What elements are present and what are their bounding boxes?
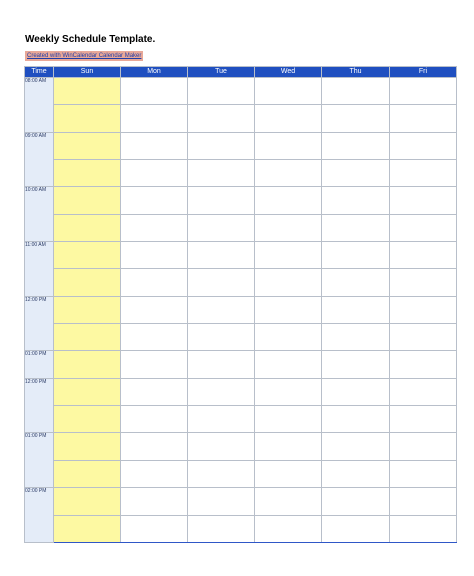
table-row [25, 269, 457, 296]
schedule-cell-fri[interactable] [390, 132, 457, 159]
schedule-cell-wed[interactable] [255, 160, 322, 187]
time-slot-label: 09:00 AM [25, 132, 54, 187]
schedule-cell-fri[interactable] [390, 515, 457, 543]
header-tue: Tue [188, 67, 255, 78]
table-row [25, 132, 457, 159]
schedule-cell-mon[interactable] [121, 187, 188, 214]
schedule-cell-mon[interactable] [121, 132, 188, 159]
schedule-cell-mon[interactable] [121, 296, 188, 323]
schedule-cell-wed[interactable] [255, 406, 322, 433]
calendar-maker-link[interactable]: Created with WinCalendar Calendar Maker [27, 53, 142, 59]
schedule-cell-sun[interactable] [54, 460, 121, 487]
schedule-cell-thu[interactable] [322, 515, 390, 543]
schedule-cell-sun[interactable] [54, 351, 121, 378]
schedule-cell-tue[interactable] [188, 296, 255, 323]
schedule-cell-wed[interactable] [255, 488, 322, 515]
schedule-cell-fri[interactable] [390, 488, 457, 515]
schedule-cell-fri[interactable] [390, 214, 457, 241]
schedule-cell-thu[interactable] [322, 324, 390, 351]
table-row [25, 515, 457, 543]
schedule-cell-fri[interactable] [390, 78, 457, 105]
schedule-cell-sun[interactable] [54, 406, 121, 433]
schedule-cell-sun[interactable] [54, 242, 121, 269]
header-wed: Wed [255, 67, 322, 78]
time-slot-label: 01:00 PM [25, 351, 54, 378]
schedule-cell-mon[interactable] [121, 324, 188, 351]
table-row [25, 378, 457, 405]
schedule-cell-mon[interactable] [121, 488, 188, 515]
schedule-cell-mon[interactable] [121, 406, 188, 433]
header-thu: Thu [322, 67, 390, 78]
schedule-cell-sun[interactable] [54, 78, 121, 105]
schedule-cell-thu[interactable] [322, 160, 390, 187]
schedule-cell-mon[interactable] [121, 515, 188, 543]
schedule-cell-tue[interactable] [188, 351, 255, 378]
table-row [25, 324, 457, 351]
table-row [25, 242, 457, 269]
table-row [25, 160, 457, 187]
table-row [25, 433, 457, 460]
schedule-cell-wed[interactable] [255, 214, 322, 241]
schedule-cell-sun[interactable] [54, 105, 121, 132]
schedule-cell-tue[interactable] [188, 132, 255, 159]
schedule-cell-sun[interactable] [54, 132, 121, 159]
schedule-cell-sun[interactable] [54, 214, 121, 241]
schedule-cell-thu[interactable] [322, 296, 390, 323]
schedule-cell-tue[interactable] [188, 515, 255, 543]
schedule-cell-wed[interactable] [255, 460, 322, 487]
schedule-cell-fri[interactable] [390, 187, 457, 214]
schedule-cell-wed[interactable] [255, 132, 322, 159]
schedule-cell-fri[interactable] [390, 269, 457, 296]
header-sun: Sun [54, 67, 121, 78]
schedule-cell-mon[interactable] [121, 433, 188, 460]
schedule-cell-tue[interactable] [188, 406, 255, 433]
schedule-cell-thu[interactable] [322, 351, 390, 378]
schedule-cell-wed[interactable] [255, 78, 322, 105]
table-row [25, 296, 457, 323]
time-slot-label: 01:00 PM [25, 433, 54, 488]
table-row [25, 187, 457, 214]
schedule-cell-fri[interactable] [390, 406, 457, 433]
time-slot-label: 10:00 AM [25, 187, 54, 242]
schedule-cell-fri[interactable] [390, 160, 457, 187]
schedule-cell-tue[interactable] [188, 433, 255, 460]
schedule-cell-sun[interactable] [54, 160, 121, 187]
schedule-cell-wed[interactable] [255, 515, 322, 543]
table-row [25, 78, 457, 105]
schedule-cell-wed[interactable] [255, 351, 322, 378]
schedule-cell-sun[interactable] [54, 269, 121, 296]
schedule-cell-thu[interactable] [322, 132, 390, 159]
schedule-cell-wed[interactable] [255, 269, 322, 296]
schedule-cell-sun[interactable] [54, 324, 121, 351]
schedule-cell-tue[interactable] [188, 187, 255, 214]
header-time: Time [25, 67, 54, 78]
schedule-cell-sun[interactable] [54, 515, 121, 543]
schedule-cell-fri[interactable] [390, 242, 457, 269]
schedule-cell-tue[interactable] [188, 378, 255, 405]
schedule-cell-wed[interactable] [255, 187, 322, 214]
page-title: Weekly Schedule Template. [25, 34, 156, 45]
header-fri: Fri [390, 67, 457, 78]
schedule-cell-thu[interactable] [322, 78, 390, 105]
schedule-cell-thu[interactable] [322, 105, 390, 132]
table-row [25, 460, 457, 487]
schedule-cell-thu[interactable] [322, 378, 390, 405]
table-row [25, 488, 457, 515]
schedule-cell-mon[interactable] [121, 242, 188, 269]
schedule-cell-mon[interactable] [121, 460, 188, 487]
schedule-cell-mon[interactable] [121, 214, 188, 241]
schedule-cell-thu[interactable] [322, 269, 390, 296]
schedule-cell-sun[interactable] [54, 296, 121, 323]
table-row [25, 214, 457, 241]
time-slot-label: 11:00 AM [25, 242, 54, 297]
schedule-cell-tue[interactable] [188, 105, 255, 132]
weekly-schedule-table [24, 66, 457, 543]
schedule-cell-mon[interactable] [121, 378, 188, 405]
schedule-cell-tue[interactable] [188, 214, 255, 241]
header-mon: Mon [121, 67, 188, 78]
schedule-cell-fri[interactable] [390, 433, 457, 460]
schedule-cell-mon[interactable] [121, 78, 188, 105]
schedule-cell-mon[interactable] [121, 269, 188, 296]
table-row [25, 351, 457, 378]
schedule-cell-thu[interactable] [322, 488, 390, 515]
schedule-cell-wed[interactable] [255, 378, 322, 405]
schedule-cell-thu[interactable] [322, 242, 390, 269]
schedule-cell-tue[interactable] [188, 460, 255, 487]
schedule-cell-mon[interactable] [121, 160, 188, 187]
schedule-cell-fri[interactable] [390, 296, 457, 323]
schedule-cell-wed[interactable] [255, 296, 322, 323]
schedule-cell-thu[interactable] [322, 433, 390, 460]
schedule-cell-fri[interactable] [390, 351, 457, 378]
schedule-cell-tue[interactable] [188, 269, 255, 296]
time-slot-label: 08:00 AM [25, 78, 54, 133]
schedule-cell-thu[interactable] [322, 406, 390, 433]
schedule-cell-fri[interactable] [390, 378, 457, 405]
schedule-cell-tue[interactable] [188, 324, 255, 351]
schedule-cell-sun[interactable] [54, 378, 121, 405]
table-row [25, 105, 457, 132]
schedule-cell-wed[interactable] [255, 105, 322, 132]
schedule-cell-tue[interactable] [188, 242, 255, 269]
schedule-cell-fri[interactable] [390, 460, 457, 487]
time-slot-label: 12:00 PM [25, 378, 54, 433]
schedule-cell-wed[interactable] [255, 324, 322, 351]
schedule-cell-tue[interactable] [188, 160, 255, 187]
time-slot-label: 02:00 PM [25, 488, 54, 543]
schedule-cell-wed[interactable] [255, 433, 322, 460]
schedule-cell-sun[interactable] [54, 187, 121, 214]
schedule-cell-fri[interactable] [390, 324, 457, 351]
schedule-cell-thu[interactable] [322, 214, 390, 241]
schedule-cell-thu[interactable] [322, 187, 390, 214]
schedule-cell-sun[interactable] [54, 433, 121, 460]
schedule-cell-thu[interactable] [322, 460, 390, 487]
schedule-cell-sun[interactable] [54, 488, 121, 515]
schedule-cell-tue[interactable] [188, 78, 255, 105]
schedule-cell-mon[interactable] [121, 105, 188, 132]
schedule-cell-tue[interactable] [188, 488, 255, 515]
table-row [25, 406, 457, 433]
schedule-cell-fri[interactable] [390, 105, 457, 132]
time-slot-label: 12:00 PM [25, 296, 54, 351]
schedule-cell-mon[interactable] [121, 351, 188, 378]
header-row [25, 67, 457, 78]
schedule-cell-wed[interactable] [255, 242, 322, 269]
